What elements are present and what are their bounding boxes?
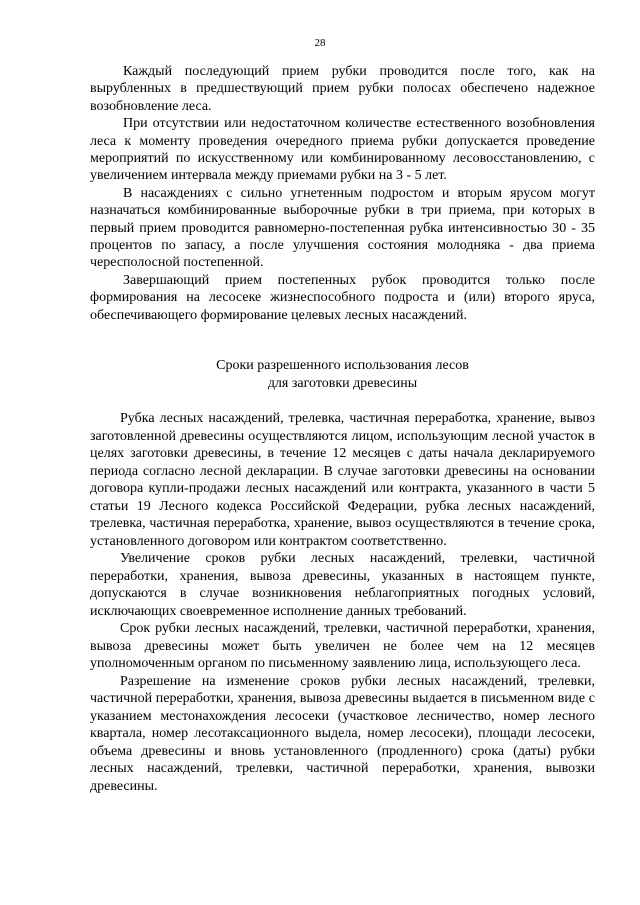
intro-text-block	[90, 63, 595, 324]
page-number: 28	[314, 37, 326, 49]
paragraph: В насаждениях с сильно угнетенным подростом и вторым ярусом могут назначаться комбинированные выборочные рубки в три приема, при которых в первый прием проводится равномерно-постепенная рубка интенсивностью 30 - 35 процентов по запасу, а после улучшения состояния молодняка - два приема чересполосной постепенной.	[90, 185, 595, 271]
paragraph: Рубка лесных насаждений, трелевка, частичная переработка, хранение, вывоз заготовленной древесины осуществляются лицом, использующим лесной участок в целях заготовки древесины, в течение 12 месяцев с даты начала декларируемого периода согласно лесной декларации. В случае заготовки древесины на основании договора купли-продажи лесных насаждений или контракта, указанного в части 5 статьи 19 Лесного кодекса Российской Федерации, рубка лесных насаждений, трелевка, частичная переработка, хранение, вывоз осуществляются в течение срока, установленного договором или контрактом соответственно.	[90, 411, 595, 549]
paragraph: Разрешение на изменение сроков рубки лесных насаждений, трелевки, частичной переработки, хранения, вывоза древесины выдается в письменном виде с указанием местонахождения лесосеки (участковое лесничество, номер лесного квартала, номер лесотаксационного выдела, номер лесосеки), площади лесосеки, объема древесины и вновь установленного (продленного) срока (даты) рубки лесных насаждений, трелевки, частичной переработки, хранения, вывозки древесины.	[90, 673, 595, 794]
paragraph: Завершающий прием постепенных рубок проводится только после формирования на лесосеке жизнеспособного подроста и (или) второго яруса, обеспечивающего формирование целевых лесных насаждений.	[90, 272, 595, 323]
section-heading-line-2: для заготовки древесины	[267, 375, 418, 391]
section-heading-line-1: Сроки разрешенного использования лесов	[216, 358, 469, 373]
paragraph: Увеличение сроков рубки лесных насаждений, трелевки, частичной переработки, хранения, вывоза древесины, указанных в настоящем пункте, допускаются в случае возникновения неблагоприятных погодных условий, исключающих своевременное исполнение данных требований.	[90, 551, 595, 619]
paragraph: Срок рубки лесных насаждений, трелевки, частичной переработки, хранения, вывоза древесины может быть увеличен не более чем на 12 месяцев уполномоченным органом по письменному заявлению лица, использующего леса.	[90, 621, 595, 671]
paragraph: При отсутствии или недостаточном количестве естественного возобновления леса к моменту проведения очередного приема рубки допускается проведение мероприятий по искусственному или комбинированному лесовосстановлению, с увеличением интервала между приемами рубки на 3 - 5 лет.	[90, 116, 595, 184]
section-heading	[90, 357, 595, 392]
paragraph: Каждый последующий прием рубки проводится после того, как на вырубленных в предшествующий прием рубки полосах обеспечено надежное возобновление леса.	[90, 64, 595, 114]
section-text-block	[90, 410, 595, 795]
